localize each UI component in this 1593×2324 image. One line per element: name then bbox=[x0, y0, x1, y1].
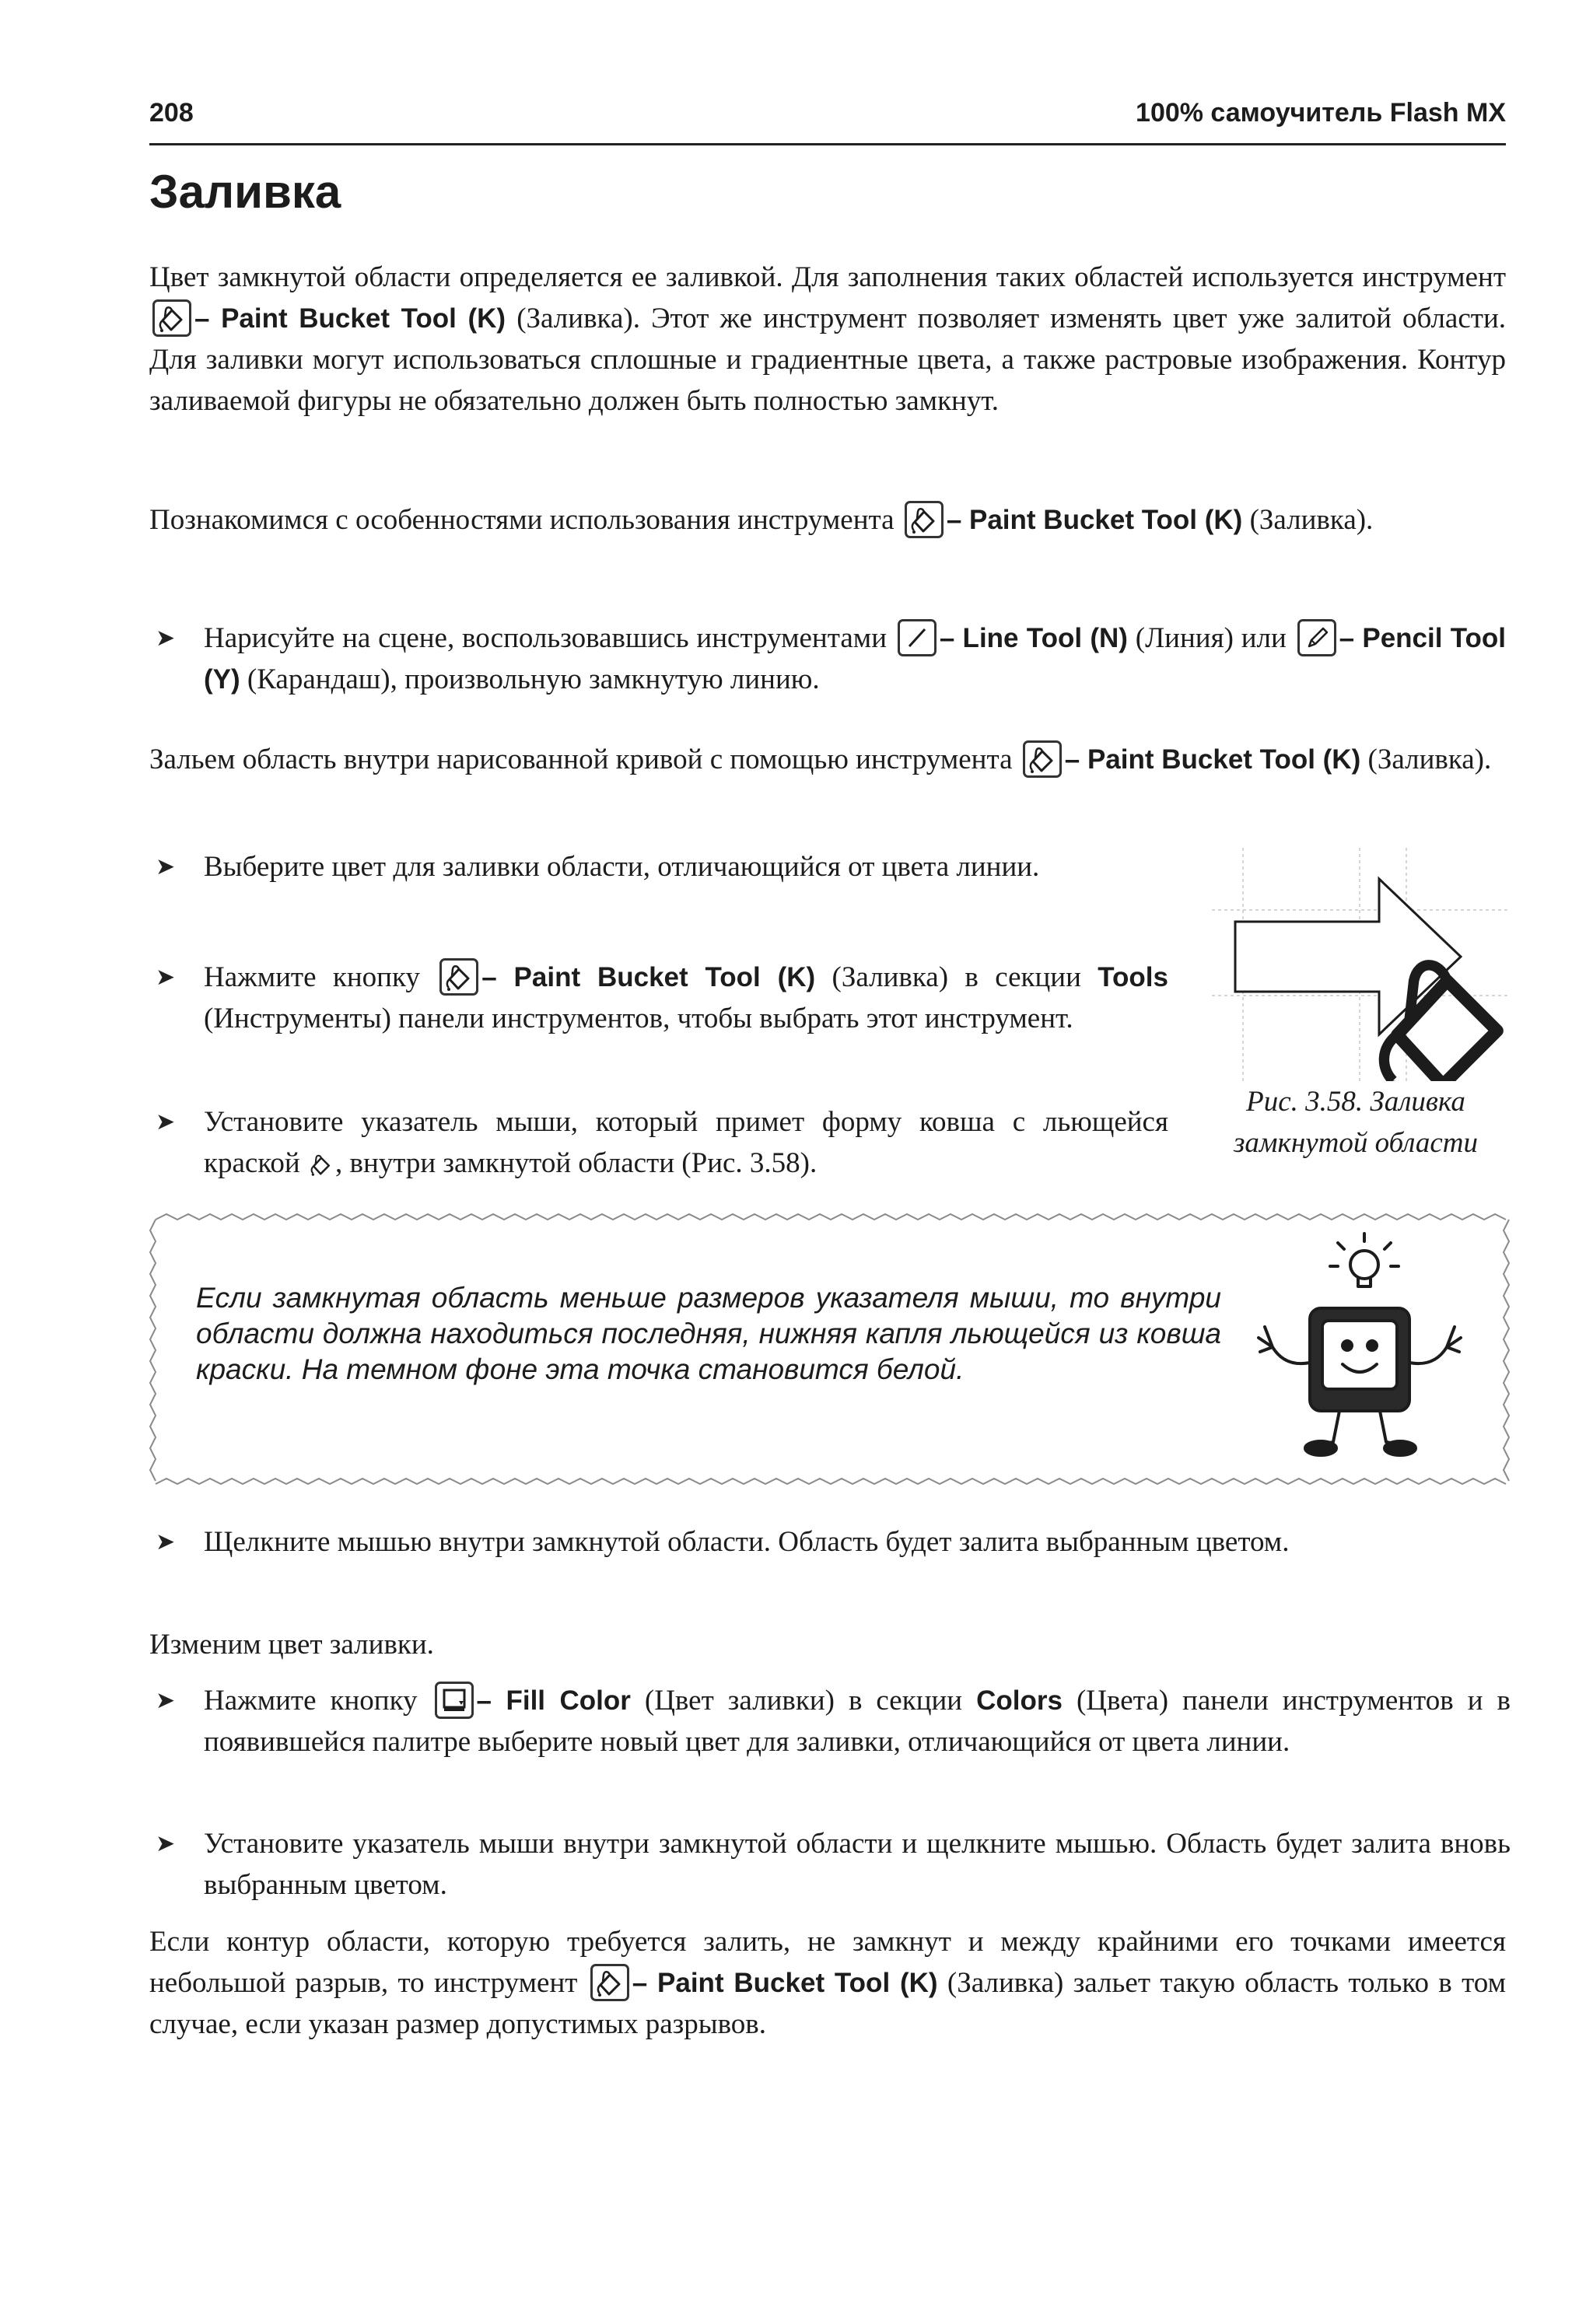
figure-arrow-shape bbox=[1212, 848, 1507, 1081]
arrow-bullet-icon: ➤ bbox=[156, 1687, 176, 1714]
running-header bbox=[149, 95, 1506, 145]
arrow-bullet-icon: ➤ bbox=[156, 625, 176, 652]
text: (Карандаш), произвольную замкнутую линию. bbox=[240, 663, 820, 695]
paragraph-gap bbox=[149, 1921, 1506, 2045]
text: (Заливка). bbox=[1360, 744, 1492, 775]
paragraph-intro bbox=[149, 257, 1506, 422]
paint-bucket-icon bbox=[439, 958, 478, 996]
book-title: 100% самоучитель Flash MX bbox=[1136, 98, 1506, 128]
pencil-icon bbox=[1297, 619, 1336, 656]
text: Зальем область внутри нарисованной кривой с помощью инструмента bbox=[149, 744, 1020, 775]
arrow-bullet-icon: ➤ bbox=[156, 964, 176, 991]
tool-name: – Paint Bucket Tool (K) bbox=[632, 1968, 938, 1998]
page-number: 208 bbox=[149, 98, 194, 128]
paint-bucket-icon bbox=[590, 1964, 629, 2001]
section-name: Colors bbox=[976, 1685, 1063, 1716]
line-tool-icon bbox=[898, 619, 937, 656]
text: (Цвет заливки) в секции bbox=[630, 1685, 977, 1717]
arrow-bullet-icon: ➤ bbox=[156, 1528, 176, 1556]
text: Познакомимся с особенностями использования инструмента bbox=[149, 504, 902, 536]
text: Нарисуйте на сцене, воспользовавшись инструментами bbox=[204, 622, 895, 654]
bullet-fill-color bbox=[204, 1680, 1511, 1762]
text: (Цвета) панели инструментов и в появившейся палитре выберите новый цвет для заливки, отличающийся от цвета линии. bbox=[204, 1685, 1511, 1758]
tool-name: – Paint Bucket Tool (K) bbox=[1064, 744, 1361, 775]
figure-caption bbox=[1204, 1081, 1507, 1164]
paint-bucket-icon bbox=[1023, 740, 1062, 778]
arrow-bullet-icon: ➤ bbox=[156, 1108, 176, 1136]
paragraph-change-color: Изменим цвет заливки. bbox=[149, 1629, 434, 1661]
section-title: Заливка bbox=[149, 166, 341, 218]
tool-name: – Paint Bucket Tool (K) bbox=[946, 505, 1243, 535]
text: (Линия) или bbox=[1127, 622, 1294, 654]
bullet-click-inside: Щелкните мышью внутри замкнутой области. Область будет залита выбранным цветом. bbox=[204, 1526, 1290, 1558]
text: (Заливка) в секции bbox=[815, 961, 1098, 993]
tool-name: – Paint Bucket Tool (K) bbox=[481, 962, 816, 992]
arrow-bullet-icon: ➤ bbox=[156, 853, 176, 880]
tool-name: – Paint Bucket Tool (K) bbox=[194, 303, 506, 334]
bullet-select-color: Выберите цвет для заливки области, отличающийся от цвета линии. bbox=[204, 851, 1040, 883]
text: (Заливка) зальет такую область только в том случае, если указан размер допустимых разрывов. bbox=[149, 1967, 1506, 2040]
text: Если контур области, которую требуется залить, не замкнут и между крайними его точками имеется небольшой разрыв, то инструмент bbox=[149, 1926, 1506, 1999]
bullet-press-button bbox=[204, 957, 1168, 1039]
text: , внутри замкнутой области (Рис. 3.58). bbox=[334, 1147, 818, 1179]
paint-bucket-icon bbox=[905, 501, 944, 538]
text: Нажмите кнопку bbox=[204, 1685, 432, 1717]
text: (Заливка). bbox=[1242, 504, 1374, 536]
arrow-bullet-icon: ➤ bbox=[156, 1830, 176, 1857]
paint-bucket-icon bbox=[152, 299, 191, 337]
fill-color-icon bbox=[435, 1682, 474, 1719]
text: (Инструменты) панели инструментов, чтобы выбрать этот инструмент. bbox=[204, 1003, 1073, 1034]
section-name: Tools bbox=[1098, 962, 1168, 992]
text: Нажмите кнопку bbox=[204, 961, 437, 993]
paragraph-fill-area bbox=[149, 739, 1506, 780]
bullet-set-pointer-again: Установите указатель мыши внутри замкнутой области и щелкните мышью. Область будет залита вновь выбранным цветом. bbox=[204, 1828, 1511, 1901]
note-text: Если замкнутая область меньше размеров указателя мыши, то внутри области должна находиться последняя, нижняя капля льющейся из ковша краски. На темном фоне эта точка становится белой. bbox=[196, 1282, 1221, 1385]
bullet-set-pointer bbox=[204, 1101, 1168, 1184]
tool-name: – Fill Color bbox=[476, 1685, 631, 1716]
caption-line: замкнутой области bbox=[1233, 1127, 1479, 1159]
caption-line: Рис. 3.58. Заливка bbox=[1246, 1086, 1465, 1118]
tool-name: – Pencil Tool (Y) bbox=[204, 623, 1506, 695]
text: Цвет замкнутой области определяется ее заливкой. Для заполнения таких областей используется инструмент bbox=[149, 261, 1506, 293]
text: Установите указатель мыши, который примет форму ковша с льющейся краской bbox=[204, 1106, 1168, 1179]
monitor-mascot-icon bbox=[1238, 1230, 1479, 1472]
bucket-cursor-icon bbox=[307, 1150, 335, 1178]
bullet-draw-line bbox=[204, 618, 1506, 700]
tool-name: – Line Tool (N) bbox=[939, 623, 1128, 653]
text: (Заливка). Этот же инструмент позволяет изменять цвет уже залитой области. Для заливки могут использоваться сплошные и градиентные цвета, а также растровые изображения. Контур заливаемой фигуры не обязательно должен быть полностью замкнут. bbox=[149, 303, 1506, 417]
paragraph-explore bbox=[149, 499, 1506, 541]
